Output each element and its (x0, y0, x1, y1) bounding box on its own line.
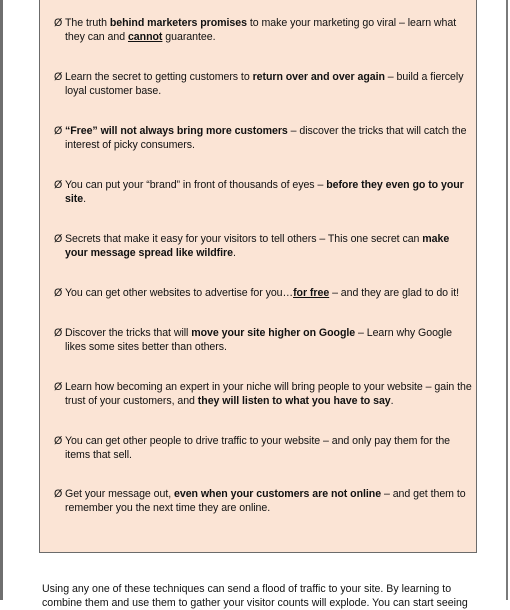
emphasis-text: make your message spread like wildfire (65, 233, 450, 259)
page-right-border (506, 0, 508, 600)
benefit-item (48, 380, 472, 408)
emphasis-text: before they even go to your site (65, 179, 464, 205)
bullet-arrow-icon: Ø (54, 233, 63, 245)
bullet-arrow-icon: Ø (54, 287, 63, 299)
emphasis-underlined-text: for free (293, 287, 330, 299)
benefit-text: Discover the tricks that will move your site higher on Google – Learn why Google likes some sites better than others. (65, 327, 452, 353)
body-paragraph: Using any one of these techniques can send a flood of traffic to your site. By learning to combine them and use them to gather your visitor counts will explode. You can start seeing (42, 583, 468, 609)
benefit-item (48, 286, 472, 300)
benefit-item (48, 434, 472, 462)
benefit-text: Secrets that make it easy for your visitors to tell others – This one secret can make your message spread like wildfire. (65, 233, 450, 259)
benefit-text: “Free” will not always bring more customers – discover the tricks that will catch the interest of picky consumers. (65, 125, 467, 151)
emphasis-text: “Free” will not always bring more customers (65, 125, 288, 137)
emphasis-text: return over and over again (252, 71, 385, 83)
benefit-text: The truth behind marketers promises to make your marketing go viral – learn what they can and cannot guarantee. (65, 17, 457, 43)
emphasis-underlined-text: cannot (127, 31, 163, 43)
benefit-text: You can put your “brand” in front of thousands of eyes – before they even go to your site. (65, 179, 464, 205)
benefit-item (48, 178, 472, 206)
bullet-arrow-icon: Ø (54, 327, 63, 339)
benefit-item (48, 326, 472, 354)
benefit-text: Get your message out, even when your customers are not online – and get them to remember you the next time they are online. (65, 488, 466, 514)
benefit-item (48, 70, 472, 98)
bullet-arrow-icon: Ø (54, 179, 63, 191)
benefit-text: You can get other websites to advertise for you…for free – and they are glad to do it! (65, 287, 460, 299)
benefit-item (48, 232, 472, 260)
benefit-text: Learn how becoming an expert in your niche will bring people to your website – gain the trust of your customers, and they will listen to what you have to say. (65, 381, 472, 407)
bullet-arrow-icon: Ø (54, 125, 63, 137)
emphasis-text: even when your customers are not online (174, 488, 382, 500)
emphasis-text: move your site higher on Google (191, 327, 356, 339)
bullet-arrow-icon: Ø (54, 435, 63, 447)
benefit-text: Learn the secret to getting customers to return over and over again – build a fiercely loyal customer base. (65, 71, 464, 97)
emphasis-text: they will listen to what you have to say (197, 395, 391, 407)
benefit-item (48, 16, 472, 44)
benefit-item (48, 124, 472, 152)
benefit-text: You can get other people to drive traffic to your website – and only pay them for the items that sell. (65, 435, 451, 461)
emphasis-text: behind marketers promises (109, 17, 247, 29)
bullet-arrow-icon: Ø (54, 381, 63, 393)
benefit-item (48, 487, 472, 515)
bullet-arrow-icon: Ø (54, 488, 63, 500)
bullet-arrow-icon: Ø (54, 71, 63, 83)
bullet-arrow-icon: Ø (54, 17, 63, 29)
page-left-border (0, 0, 3, 600)
